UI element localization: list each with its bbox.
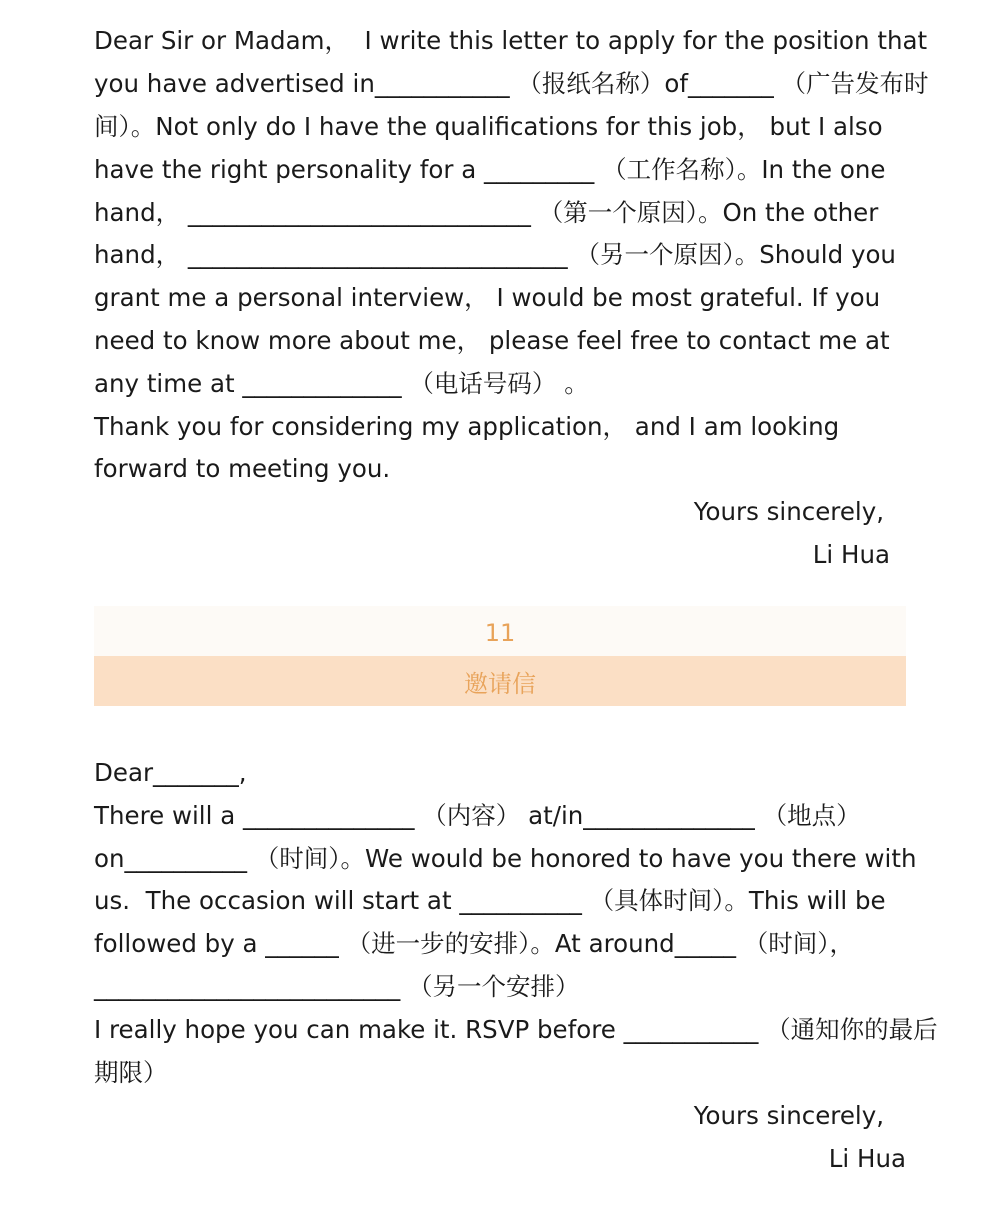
letter-1-line: hand， ____________________________ （第一个原因）。On the other: [94, 198, 879, 227]
letter-2-line: 期限）: [94, 1058, 168, 1087]
letter-2-line: _________________________ （另一个安排）: [94, 972, 580, 1001]
letter-2-signature: Li Hua: [828, 1144, 906, 1173]
letter-2-line: on__________ （时间）。We would be honored to have you there with: [94, 844, 917, 873]
letter-2-line: I really hope you can make it. RSVP before ___________ （通知你的最后: [94, 1015, 938, 1044]
letter-1-line: need to know more about me， please feel free to contact me at: [94, 326, 890, 355]
section-number-band: [94, 606, 906, 656]
letter-2-line: Dear_______,: [94, 758, 247, 787]
letter-1-line: any time at _____________ （电话号码） 。: [94, 369, 589, 398]
section-title-bar: [94, 656, 906, 706]
letter-1-line: forward to meeting you.: [94, 454, 391, 483]
letter-1-line: hand， _______________________________ （另一个原因）。Should you: [94, 240, 896, 269]
letter-2-line: followed by a ______ （进一步的安排）。At around_____ （时间），: [94, 929, 855, 958]
letter-1-line: you have advertised in___________ （报纸名称）of_______ （广告发布时: [94, 69, 929, 98]
letter-2-closing: Yours sincerely,: [693, 1101, 884, 1130]
letter-1-closing: Yours sincerely,: [693, 497, 884, 526]
section-header: [94, 606, 906, 706]
letter-1-signature: Li Hua: [812, 540, 890, 569]
letter-1-line: grant me a personal interview， I would be most grateful. If you: [94, 283, 881, 312]
letter-1-line: 间）。Not only do I have the qualifications for this job， but I also: [94, 112, 883, 141]
letter-1-line: Dear Sir or Madam， I write this letter to apply for the position that: [94, 26, 928, 55]
letter-2-line: us. The occasion will start at __________ （具体时间）。This will be: [94, 886, 886, 915]
letter-1-line: Thank you for considering my application， and I am looking: [94, 412, 840, 441]
letter-1-line: have the right personality for a _________ （工作名称）。In the one: [94, 155, 886, 184]
section-number: 11: [484, 619, 516, 647]
section-title: 邀请信: [464, 669, 536, 698]
letter-2-line: There will a ______________ （内容） at/in______________ （地点）: [94, 801, 861, 830]
